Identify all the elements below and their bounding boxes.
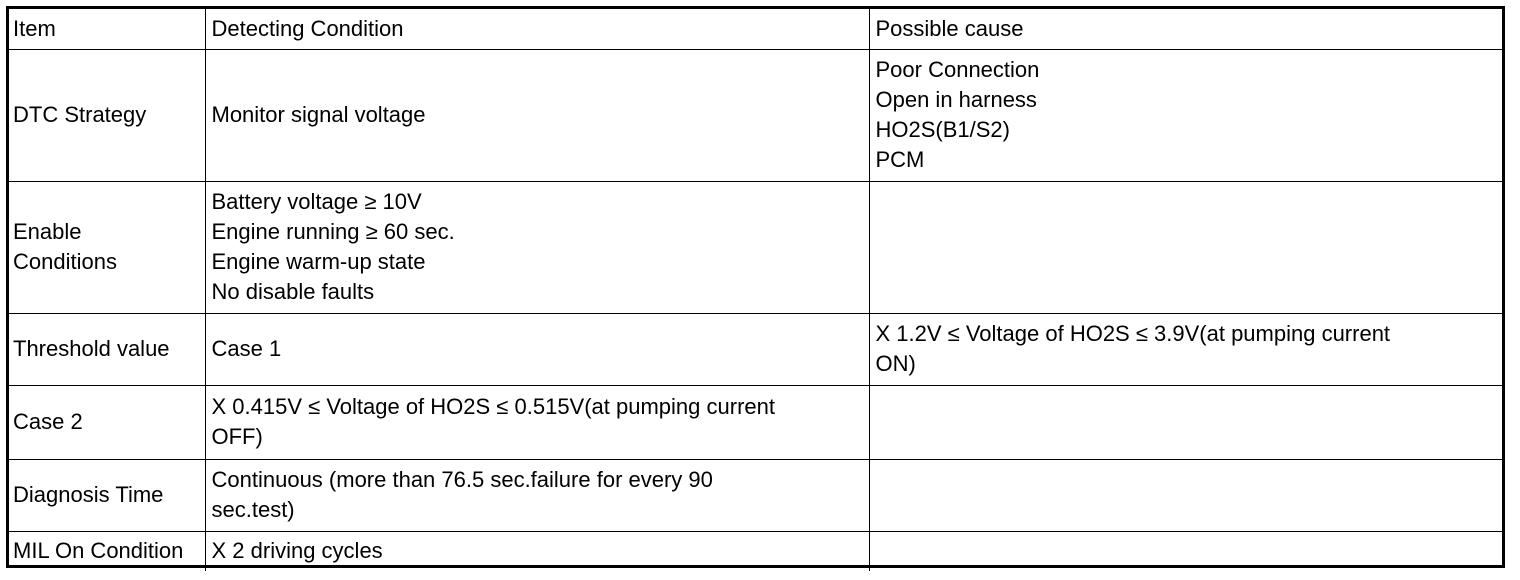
row-cause bbox=[869, 459, 1502, 531]
row-cause bbox=[869, 385, 1502, 459]
dtc-table bbox=[9, 9, 1502, 571]
table-row bbox=[9, 49, 1502, 181]
row-cause: X 1.2V ≤ Voltage of HO2S ≤ 3.9V(at pumping current ON) bbox=[869, 313, 1502, 385]
table-row bbox=[9, 181, 1502, 313]
row-condition: X 0.415V ≤ Voltage of HO2S ≤ 0.515V(at pumping current OFF) bbox=[205, 385, 869, 459]
row-cause bbox=[869, 531, 1502, 571]
row-cause: Poor Connection Open in harness HO2S(B1/S2) PCM bbox=[869, 49, 1502, 181]
table-row bbox=[9, 531, 1502, 571]
table-row bbox=[9, 459, 1502, 531]
header-possible-cause: Possible cause bbox=[869, 9, 1502, 49]
header-detecting-condition: Detecting Condition bbox=[205, 9, 869, 49]
row-item: DTC Strategy bbox=[9, 49, 205, 181]
table-row bbox=[9, 385, 1502, 459]
row-condition: Continuous (more than 76.5 sec.failure for every 90 sec.test) bbox=[205, 459, 869, 531]
row-condition: Monitor signal voltage bbox=[205, 49, 869, 181]
row-item: Diagnosis Time bbox=[9, 459, 205, 531]
table-header-row bbox=[9, 9, 1502, 49]
row-item: MIL On Condition bbox=[9, 531, 205, 571]
dtc-table-frame bbox=[6, 6, 1505, 568]
header-item: Item bbox=[9, 9, 205, 49]
row-item: Case 2 bbox=[9, 385, 205, 459]
row-condition: X 2 driving cycles bbox=[205, 531, 869, 571]
row-condition: Case 1 bbox=[205, 313, 869, 385]
row-item: Enable Conditions bbox=[9, 181, 205, 313]
row-cause bbox=[869, 181, 1502, 313]
row-condition: Battery voltage ≥ 10V Engine running ≥ 60 sec. Engine warm-up state No disable faults bbox=[205, 181, 869, 313]
row-item: Threshold value bbox=[9, 313, 205, 385]
table-row bbox=[9, 313, 1502, 385]
